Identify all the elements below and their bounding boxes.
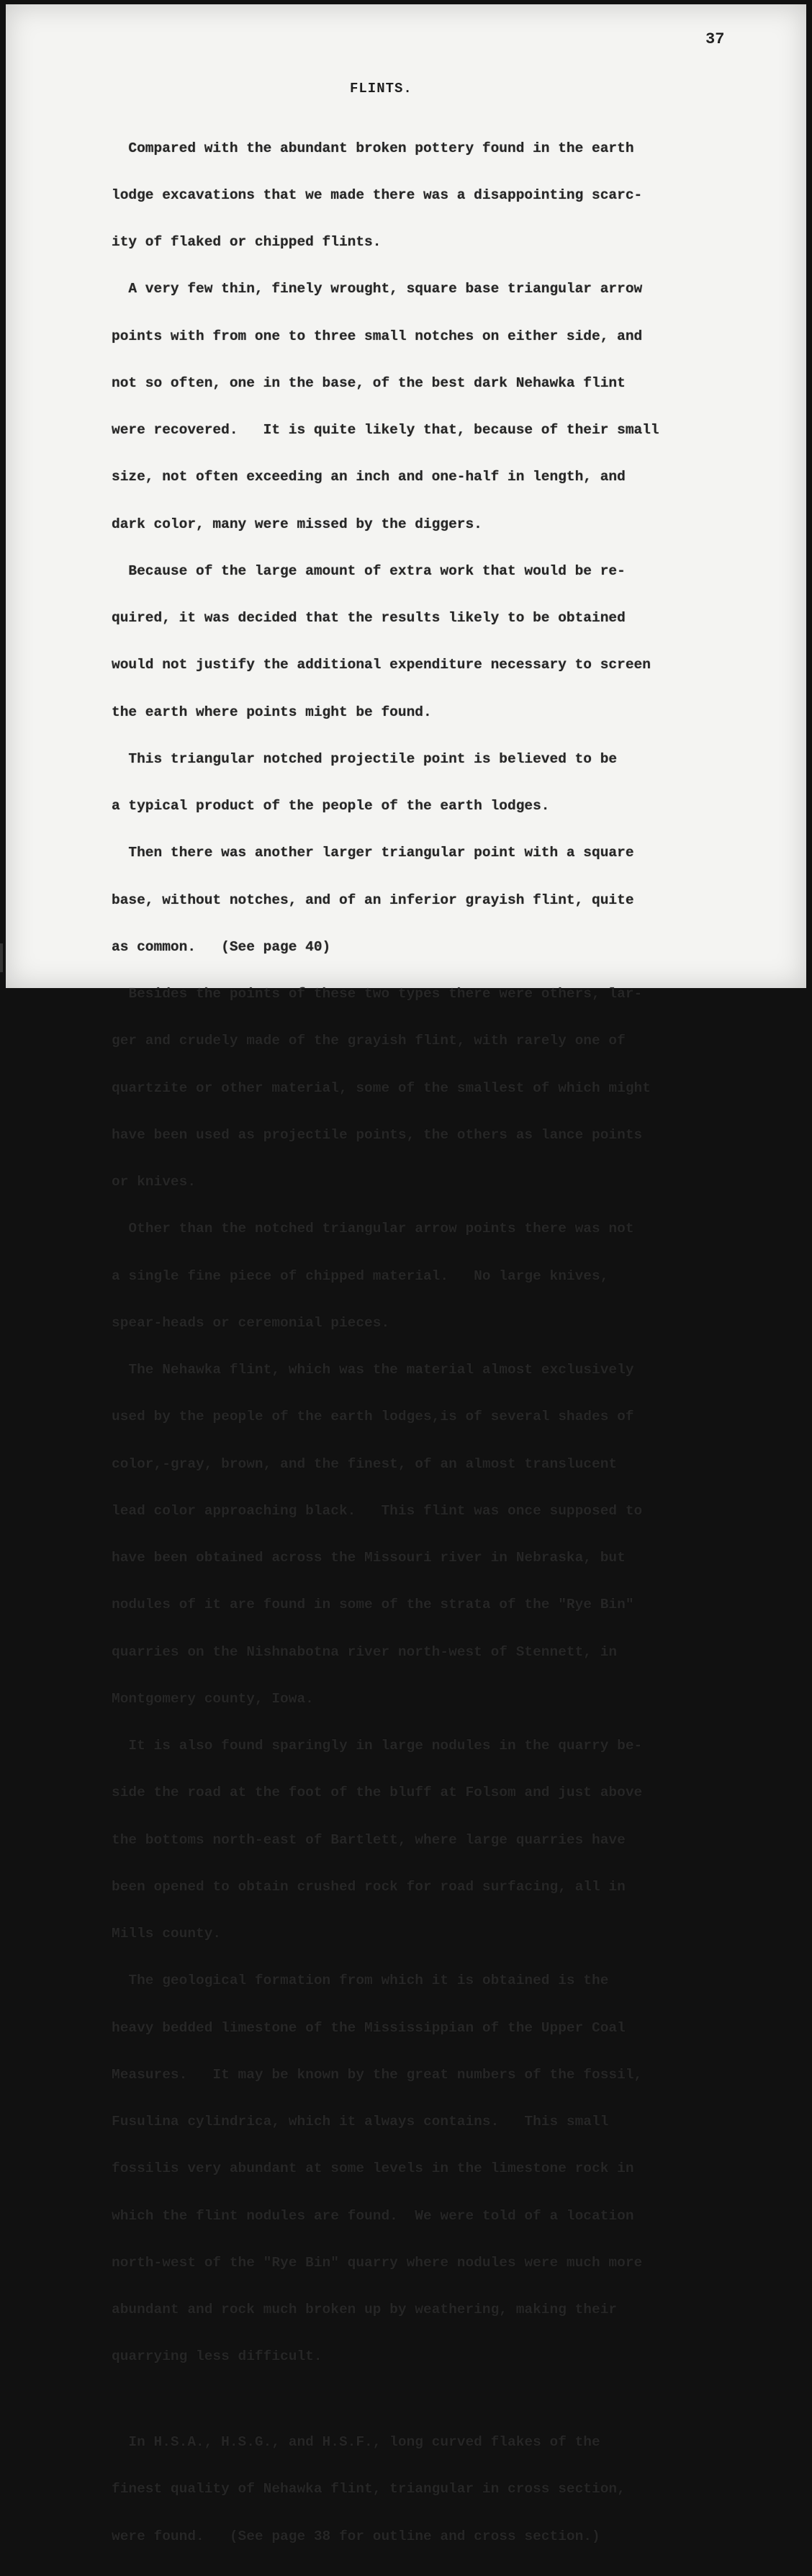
text-line: the bottoms north-east of Bartlett, where large quarries have <box>112 1831 626 1848</box>
text-line: quartzite or other material, some of the smallest of which might <box>112 1080 651 1096</box>
document-page <box>6 4 806 2544</box>
text-line: dark color, many were missed by the diggers. <box>112 516 482 532</box>
text-line: which the flint nodules are found. We were told of a location <box>112 2207 634 2224</box>
text-line: Measures. It may be known by the great numbers of the fossil, <box>112 2066 643 2083</box>
text-line: a typical product of the people of the earth lodges. <box>112 798 550 814</box>
text-line: or knives. <box>112 1174 197 1190</box>
text-line: It is also found sparingly in large nodules in the quarry be- <box>112 1738 643 1754</box>
text-line: quired, it was decided that the results likely to be obtained <box>112 610 626 626</box>
text-line: The geological formation from which it is obtained is the <box>112 1973 609 1989</box>
text-line: the earth where points might be found. <box>112 704 432 720</box>
text-line: abundant and rock much broken up by weathering, making their <box>112 2302 618 2317</box>
text-line: In H.S.A., H.S.G., and H.S.F., long curved flakes of the <box>112 2434 600 2450</box>
text-line: spear-heads or ceremonial pieces. <box>112 1314 390 1331</box>
text-line: north-west of the "Rye Bin" quarry where nodules were much more <box>112 2254 643 2271</box>
text-line: heavy bedded limestone of the Mississippian of the Upper Coal <box>112 2019 626 2036</box>
text-line: were found. (See page 38 for outline and cross section.) <box>112 2528 600 2544</box>
text-line: been opened to obtain crushed rock for road surfacing, all in <box>112 1878 626 1895</box>
text-line: Because of the large amount of extra work that would be re- <box>112 562 626 579</box>
text-line: have been used as projectile points, the others as lance points <box>112 1126 643 1143</box>
text-line: not so often, one in the base, of the best dark Nehawka flint <box>112 374 626 391</box>
text-line: size, not often exceeding an inch and one-half in length, and <box>112 469 626 485</box>
text-line: would not justify the additional expenditure necessary to screen <box>112 657 651 673</box>
text-line: This triangular notched projectile point is believed to be <box>112 750 618 767</box>
text-line: Other than the notched triangular arrow points there was not <box>112 1221 634 1237</box>
text-line: color,-gray, brown, and the finest, of an almost translucent <box>112 1455 618 1472</box>
text-line: finest quality of Nehawka flint, triangular in cross section, <box>112 2481 626 2498</box>
text-line: used by the people of the earth lodges,is of several shades of <box>112 1409 634 1425</box>
text-line: Mills county. <box>112 1926 222 1942</box>
text-line: Fusulina cylindrica, which it always contains. This small <box>112 2114 609 2130</box>
text-line: Then there was another larger triangular point with a square <box>112 845 634 861</box>
page-title: FLINTS. <box>350 81 412 97</box>
text-line: Compared with the abundant broken pottery found in the earth <box>112 140 634 156</box>
text-line: nodules of it are found in some of the strata of the "Rye Bin" <box>112 1597 634 1613</box>
text-line: Besides the points of these two types there were others, lar- <box>112 986 643 1002</box>
text-line: as common. (See page 40) <box>112 938 331 955</box>
text-line: Montgomery county, Iowa. <box>112 1690 314 1707</box>
text-line: points with from one to three small notches on either side, and <box>112 328 643 344</box>
body-text <box>112 109 745 2576</box>
text-line: The Nehawka flint, which was the material almost exclusively <box>112 1362 634 1378</box>
scan-edge-mark <box>0 943 3 972</box>
text-line: have been obtained across the Missouri river in Nebraska, but <box>112 1550 626 1566</box>
text-line: lead color approaching black. This flint was once supposed to <box>112 1502 643 1519</box>
text-line: lodge excavations that we made there was a disappointing scarc- <box>112 187 643 203</box>
paragraph-gap <box>112 2397 745 2404</box>
text-line: a single fine piece of chipped material. No large knives, <box>112 1267 609 1284</box>
page-number: 37 <box>705 30 725 48</box>
text-line: ger and crudely made of the grayish flint, with rarely one of <box>112 1033 626 1049</box>
text-line: A very few thin, finely wrought, square base triangular arrow <box>112 281 643 297</box>
text-line: quarrying less difficult. <box>112 2348 322 2365</box>
text-line: base, without notches, and of an inferior grayish flint, quite <box>112 892 634 908</box>
text-line: ity of flaked or chipped flints. <box>112 234 382 250</box>
text-line: quarries on the Nishnabotna river north-west of Stennett, in <box>112 1643 618 1660</box>
text-line: fossilis very abundant at some levels in the limestone rock in <box>112 2160 634 2177</box>
text-line: were recovered. It is quite likely that, because of their small <box>112 422 659 438</box>
text-line: side the road at the foot of the bluff at Folsom and just above <box>112 1785 643 1801</box>
